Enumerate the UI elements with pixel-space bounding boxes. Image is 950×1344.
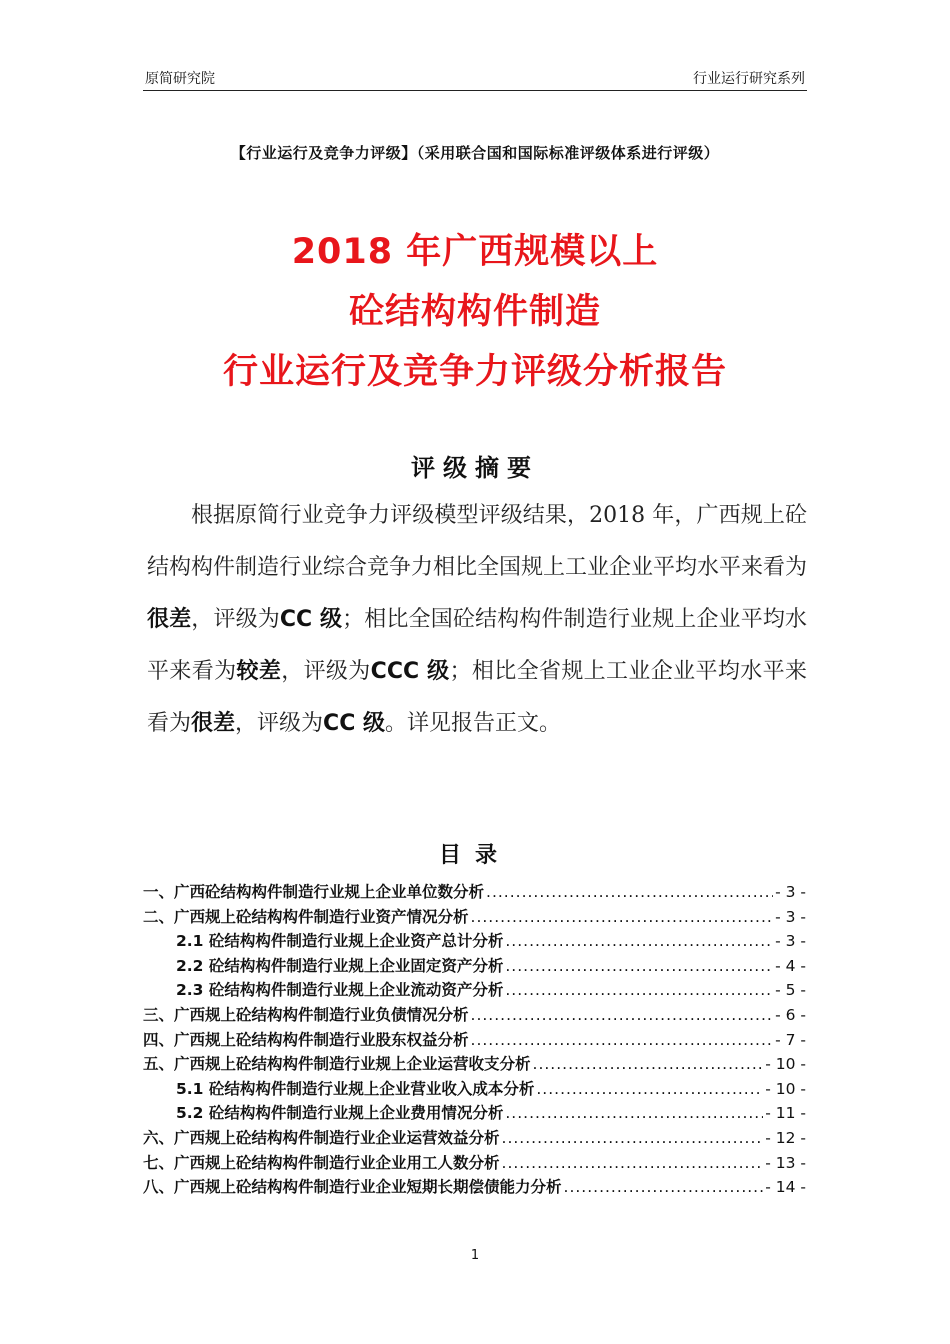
- toc-item[interactable]: [143, 1126, 806, 1151]
- toc-item-label: 五、广西规上砼结构构件制造行业规上企业运营收支分析: [143, 1055, 531, 1074]
- toc-item-page: - 13 -: [765, 1153, 806, 1172]
- toc-leader: [502, 1154, 764, 1172]
- summary-text-6: ，评级为: [235, 711, 324, 736]
- toc-item-label: 2.1 砼结构构件制造行业规上企业资产总计分析: [176, 932, 504, 951]
- toc-item-label: 三、广西规上砼结构构件制造行业负债情况分析: [143, 1005, 469, 1024]
- toc-leader: [471, 908, 774, 926]
- toc-item-page: - 10 -: [765, 1055, 806, 1074]
- toc-leader: [471, 1006, 774, 1024]
- toc-item-label: 八、广西规上砼结构构件制造行业企业短期长期偿债能力分析: [143, 1178, 562, 1197]
- summary-emphasis-2: CC 级: [279, 607, 343, 632]
- toc-leader: [471, 1031, 774, 1049]
- toc-item[interactable]: [143, 1003, 806, 1028]
- toc-item[interactable]: [143, 954, 806, 979]
- page-header: [143, 66, 807, 91]
- toc-item[interactable]: [143, 929, 806, 954]
- summary-text-5: ；相比全省规上工业企业平均水平来看为: [147, 659, 807, 736]
- summary-text-1: 根据原简行业竞争力评级模型评级结果，2018 年，广西规上砼结构构件制造行业综合竞争力相比全国规上工业企业平均水平来看为: [147, 503, 808, 580]
- toc-leader: [505, 1104, 763, 1122]
- toc-item-page: - 10 -: [765, 1079, 806, 1098]
- summary-emphasis-3: 较差: [236, 659, 282, 684]
- toc-item[interactable]: [143, 1101, 806, 1126]
- toc-item-label: 2.2 砼结构构件制造行业规上企业固定资产分析: [176, 956, 504, 975]
- toc-item-label: 四、广西规上砼结构构件制造行业股东权益分析: [143, 1030, 469, 1049]
- title-line-3: 行业运行及竞争力评级分析报告: [222, 352, 727, 392]
- summary-text-2: ，评级为: [191, 607, 280, 632]
- report-title: [0, 222, 950, 402]
- toc-item-label: 二、广西规上砼结构构件制造行业资产情况分析: [143, 907, 469, 926]
- toc-item[interactable]: [143, 1151, 806, 1176]
- toc-leader: [505, 957, 773, 975]
- toc-item-page: - 12 -: [765, 1128, 806, 1147]
- toc-item-page: - 5 -: [775, 981, 806, 1000]
- toc-item-label: 2.3 砼结构构件制造行业规上企业流动资产分析: [176, 981, 504, 1000]
- summary-text-7: 。详见报告正文。: [385, 711, 562, 736]
- summary-emphasis-1: 很差: [147, 607, 192, 632]
- header-org: 原简研究院: [145, 71, 215, 87]
- summary-heading: 评级摘要: [411, 454, 539, 482]
- toc-leader: [505, 981, 773, 999]
- toc-item[interactable]: [143, 880, 806, 905]
- toc-item-page: - 14 -: [765, 1178, 806, 1197]
- summary-emphasis-6: CC 级: [323, 711, 385, 736]
- toc-item-label: 5.1 砼结构构件制造行业规上企业营业收入成本分析: [176, 1079, 535, 1098]
- toc-item-page: - 6 -: [775, 1005, 806, 1024]
- header-series: 行业运行研究系列: [693, 71, 805, 87]
- toc-item[interactable]: [143, 1175, 806, 1200]
- toc-leader: [564, 1178, 764, 1196]
- summary-text-3: ；相比全国砼结构构件制造行业规上企业平均水平来看为: [147, 607, 807, 684]
- toc-item-page: - 11 -: [765, 1104, 806, 1123]
- toc-item-page: - 3 -: [775, 883, 806, 901]
- toc-item-page: - 3 -: [775, 907, 806, 926]
- toc-item-label: 一、广西砼结构构件制造行业规上企业单位数分析: [143, 883, 485, 901]
- toc-leader: [536, 1080, 763, 1098]
- toc-leader: [486, 883, 773, 901]
- toc-leader: [505, 932, 773, 950]
- summary-emphasis-5: 很差: [191, 711, 236, 736]
- toc-item-page: - 4 -: [775, 956, 806, 975]
- tagline: 【行业运行及竞争力评级】（采用联合国和国际标准评级体系进行评级）: [230, 144, 720, 162]
- title-line-2: 砼结构构件制造: [348, 292, 601, 332]
- toc-heading: 目录: [438, 843, 511, 868]
- toc-item[interactable]: [143, 978, 806, 1003]
- toc-item-label: 七、广西规上砼结构构件制造行业企业用工人数分析: [143, 1153, 500, 1172]
- summary-emphasis-4: CCC 级: [370, 659, 450, 684]
- toc-leader: [502, 1129, 764, 1147]
- toc-item-page: - 7 -: [775, 1030, 806, 1049]
- toc-item[interactable]: [143, 1052, 806, 1077]
- summary-text-4: ，评级为: [281, 659, 371, 684]
- page-number: 1: [470, 1248, 480, 1263]
- toc-item[interactable]: [143, 1077, 806, 1102]
- toc-item-label: 5.2 砼结构构件制造行业规上企业费用情况分析: [176, 1104, 504, 1123]
- title-line-1: 2018 年广西规模以上: [291, 232, 659, 272]
- summary-paragraph: [147, 490, 807, 750]
- toc-item-page: - 3 -: [775, 932, 806, 951]
- toc-item[interactable]: [143, 1028, 806, 1053]
- toc-item-label: 六、广西规上砼结构构件制造行业企业运营效益分析: [143, 1128, 500, 1147]
- toc-leader: [533, 1055, 764, 1073]
- toc-item[interactable]: [143, 905, 806, 930]
- table-of-contents: [143, 880, 806, 1200]
